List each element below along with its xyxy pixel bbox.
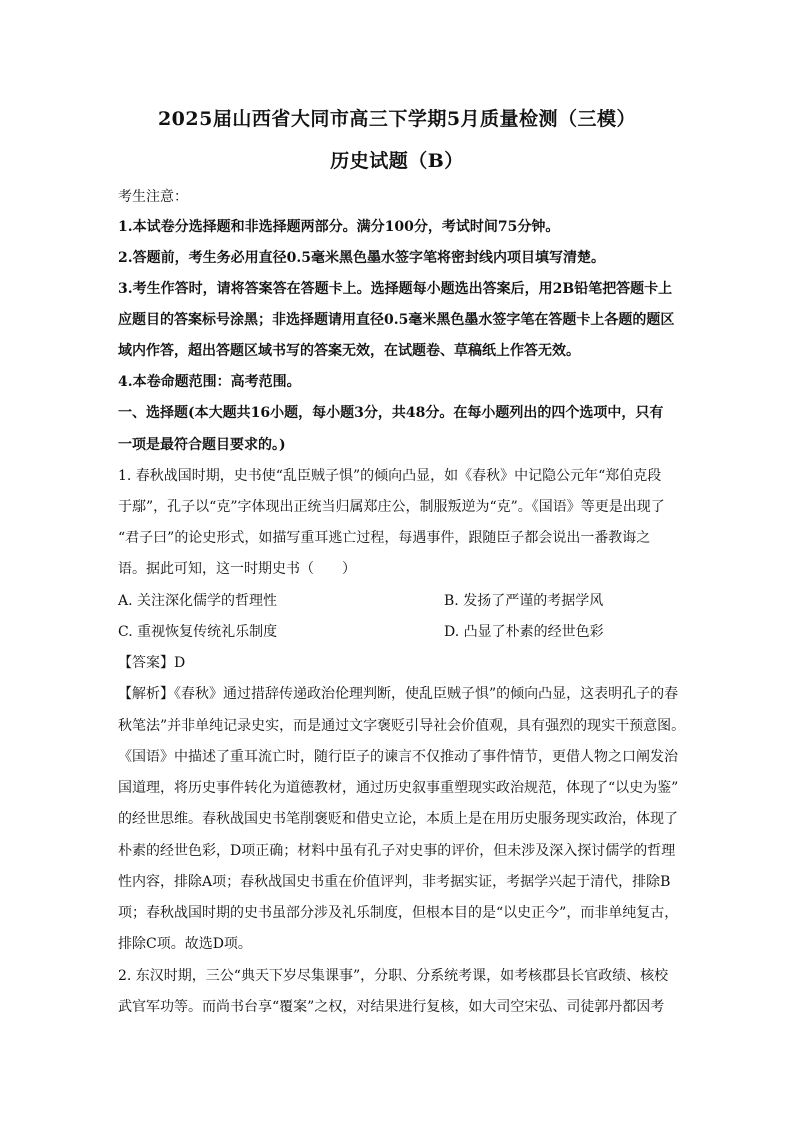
notice-item: 3.考生作答时，请将答案答在答题卡上。选择题每小题选出答案后，用2B铅笔把答题卡上 — [118, 281, 673, 297]
analysis-line: 国道理，将历史事件转化为道德教材，通过历史叙事重塑现实政治规范，体现了“以史为鉴” — [118, 780, 679, 796]
analysis-line: 【解析】《春秋》通过措辞传递政治伦理判断，使乱臣贼子惧”的倾向凸显，这表明孔子的春 — [118, 686, 679, 702]
notice-item: 2.答题前，考生务必用直径0.5毫米黑色墨水签字笔将密封线内项目填写清楚。 — [118, 250, 605, 266]
analysis-line: 秋笔法”并非单纯记录史实，而是通过文字褒贬引导社会价值观，具有强烈的现实干预意图。 — [118, 718, 686, 734]
section-heading-cont: 一项是最符合题目要求的。) — [118, 437, 286, 453]
question-2-stem: 武官军功等。而尚书台享“覆案”之权，对结果进行复核，如大司空宋弘、司徒郭丹都因考 — [118, 999, 665, 1015]
notice-heading: 考生注意： — [118, 189, 188, 205]
analysis-line: 《国语》中描述了重耳流亡时，随行臣子的谏言不仅推动了事件情节，更借人物之口阐发治 — [118, 749, 678, 765]
option-c: C. 重视恢复传统礼乐制度 — [118, 624, 278, 640]
analysis-line: 性内容，排除A项；春秋战国史书重在价值评判，非考据实证，考据学兴起于清代，排除B — [118, 874, 671, 890]
analysis-line: 的经世思维。春秋战国史书笔削褒贬和借史立论，本质上是在用历史服务现实政治，体现了 — [118, 811, 678, 827]
exam-subtitle: 历史试题（B） — [330, 150, 464, 172]
answer-label: 【答案】D — [118, 655, 186, 671]
option-a: A. 关注深化儒学的哲理性 — [118, 593, 278, 609]
analysis-line: 朴素的经世色彩，D项正确；材料中虽有孔子对史事的评价，但未涉及深入探讨儒学的哲理 — [118, 843, 676, 859]
question-1-stem: 1. 春秋战国时期，史书使“乱臣贼子惧”的倾向凸显，如《春秋》中记隐公元年“郑伯克段 — [118, 468, 662, 484]
section-heading: 一、选择题(本大题共16小题，每小题3分，共48分。在每小题列出的四个选项中，只有 — [118, 405, 664, 421]
analysis-line: 排除C项。故选D项。 — [118, 936, 252, 952]
exam-title: 2025届山西省大同市高三下学期5月质量检测（三模） — [157, 108, 637, 130]
notice-item: 4.本卷命题范围：高考范围。 — [118, 374, 301, 390]
question-1-stem: 语。据此可知，这一时期史书（ ） — [118, 561, 356, 577]
question-1-stem: “君子曰”的论史形式，如描写重耳逃亡过程，每遇事件，跟随臣子都会说出一番教诲之 — [118, 530, 651, 546]
notice-item: 1.本试卷分选择题和非选择题两部分。满分100分，考试时间75分钟。 — [118, 219, 560, 235]
notice-item: 域内作答，超出答题区域书写的答案无效，在试题卷、草稿纸上作答无效。 — [118, 343, 580, 359]
option-b: B. 发扬了严谨的考据学风 — [444, 593, 604, 609]
notice-item: 应题目的答案标号涂黑；非选择题请用直径0.5毫米黑色墨水签字笔在答题卡上各题的题区 — [118, 312, 675, 328]
option-d: D. 凸显了朴素的经世色彩 — [444, 624, 604, 640]
analysis-line: 项；春秋战国时期的史书虽部分涉及礼乐制度，但根本目的是“以史正今”，而非单纯复古， — [118, 905, 679, 921]
question-2-stem: 2. 东汉时期，三公“典天下岁尽集课事”，分职、分系统考课，如考核郡县长官政绩、核校 — [118, 968, 669, 984]
question-1-stem: 于鄢”，孔子以“克”字体现出正统当归属郑庄公，制服叛逆为“克”。《国语》等更是出现了 — [118, 499, 665, 515]
